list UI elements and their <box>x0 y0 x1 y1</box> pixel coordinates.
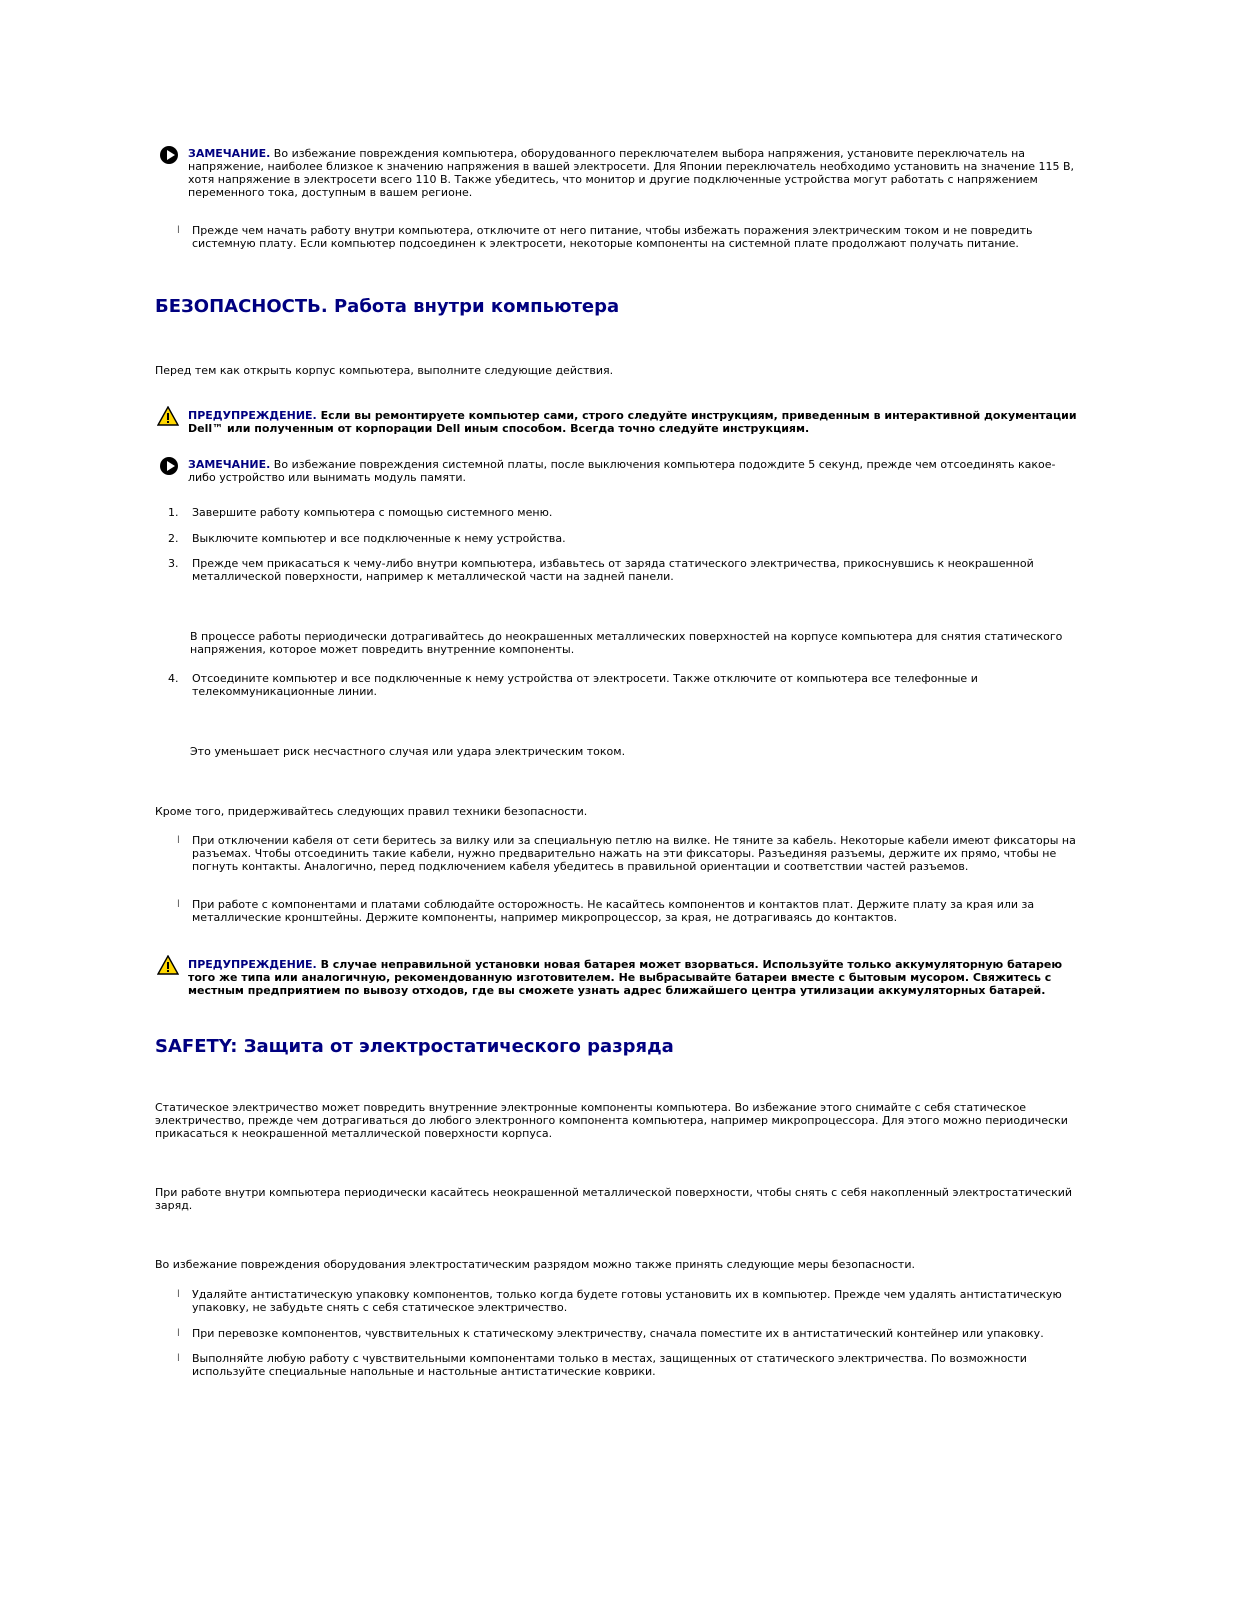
paragraph: При работе внутри компьютера периодически касайтесь неокрашенной металлической поверхности, чтобы снять с себя накопленный электростатический заряд. <box>155 1186 1073 1212</box>
warning-text: Если вы ремонтируете компьютер сами, строго следуйте инструкциям, приведенным в интерактивной документации Dell™ или полученным от корпорации Dell иным способом. Всегда точно следуйте инструкциям. <box>188 409 1077 435</box>
step-number: 1. <box>168 506 179 519</box>
warning-triangle-icon <box>157 406 179 426</box>
step-text: Прежде чем прикасаться к чему-либо внутри компьютера, избавьтесь от заряда статического электричества, прикоснувшись к неокрашенной металлической поверхности, например к металлической части на задней панели. <box>192 557 1034 583</box>
step-number: 2. <box>168 532 179 545</box>
step-text: Выключите компьютер и все подключенные к нему устройства. <box>192 532 566 545</box>
top-note <box>188 147 1078 199</box>
step-number: 3. <box>168 557 179 570</box>
list-item: Удаляйте антистатическую упаковку компонентов, только когда будете готовы установить их в компьютер. Прежде чем удалять антистатическую упаковку, не забудьте снять с себя статическое электричество. <box>192 1288 1062 1314</box>
bullet-marker: l <box>177 1353 180 1364</box>
list-item: При перевозке компонентов, чувствительных к статическому электричеству, сначала поместите их в антистатический контейнер или упаковку. <box>192 1327 1044 1340</box>
warning-triangle-icon <box>157 955 179 975</box>
battery-warning-block <box>188 958 1078 997</box>
list-item: При работе с компонентами и платами соблюдайте осторожность. Не касайтесь компонентов и контактов плат. Держите плату за края или за металлические кронштейны. Держите компоненты, например микропроцессор, за края, не дотрагиваясь до контактов. <box>192 898 1035 924</box>
step-detail: Это уменьшает риск несчастного случая или удара электрическим током. <box>190 745 626 758</box>
step-number: 4. <box>168 672 179 685</box>
note-text: Во избежание повреждения системной платы, после выключения компьютера подождите 5 секунд, прежде чем отсоединять какое-либо устройство или вынимать модуль памяти. <box>188 458 1056 484</box>
section-intro: Перед тем как открыть корпус компьютера, выполните следующие действия. <box>155 364 614 377</box>
list-item: При отключении кабеля от сети беритесь за вилку или за специальную петлю на вилке. Не тяните за кабель. Некоторые кабели имеют фиксаторы на разъемах. Чтобы отсоединить такие кабели, нужно предварительно нажать на эти фиксаторы. Разъединяя разъемы, держите их прямо, чтобы не погнуть контакты. Аналогично, перед подключением кабеля убедитесь в правильной ориентации и соответствии частей разъемов. <box>192 834 1076 873</box>
section-heading-safety: БЕЗОПАСНОСТЬ. Работа внутри компьютера <box>155 296 620 317</box>
note-label: ЗАМЕЧАНИЕ. <box>188 147 271 160</box>
step-detail: В процессе работы периодически дотрагивайтесь до неокрашенных металлических поверхностей на корпусе компьютера для снятия статического напряжения, которое может повредить внутренние компоненты. <box>190 630 1063 656</box>
step-text: Завершите работу компьютера с помощью системного меню. <box>192 506 553 519</box>
bullet-marker: l <box>177 1328 180 1339</box>
list-item: Прежде чем начать работу внутри компьютера, отключите от него питание, чтобы избежать поражения электрическим током и не повредить системную плату. Если компьютер подсоединен к электросети, некоторые компоненты на системной плате продолжают получать питание. <box>192 224 1033 250</box>
bullet-marker: l <box>177 1289 180 1300</box>
step-text: Отсоедините компьютер и все подключенные к нему устройства от электросети. Также отключите от компьютера все телефонные и телекоммуникационные линии. <box>192 672 978 698</box>
note-text: Во избежание повреждения компьютера, оборудованного переключателем выбора напряжения, установите переключатель на напряжение, наиболее близкое к значению напряжения в вашей электросети. Для Японии переключатель необходимо установить на значение 115 В, хотя напряжение в электросети всего 110 В. Также убедитесь, что монитор и другие подключенные устройства могут работать с напряжением переменного тока, доступным в вашем регионе. <box>188 147 1075 199</box>
note-icon <box>160 457 178 475</box>
bullet-marker: l <box>177 835 180 846</box>
section-heading-esd: SAFETY: Защита от электростатического разряда <box>155 1036 674 1057</box>
note-block <box>188 458 1078 484</box>
note-icon <box>160 146 178 164</box>
list-item: Выполняйте любую работу с чувствительными компонентами только в местах, защищенных от статического электричества. По возможности используйте специальные напольные и настольные антистатические коврики. <box>192 1352 1027 1378</box>
rules-intro: Кроме того, придерживайтесь следующих правил техники безопасности. <box>155 805 588 818</box>
warning-label: ПРЕДУПРЕЖДЕНИЕ. <box>188 958 317 971</box>
bullet-marker: l <box>177 225 180 236</box>
warning-text: В случае неправильной установки новая батарея может взорваться. Используйте только аккумуляторную батарею того же типа или аналогичную, рекомендованную изготовителем. Не выбрасывайте батареи вместе с бытовым мусором. Свяжитесь с местным предприятием по вывозу отходов, где вы сможете узнать адрес ближайшего центра утилизации аккумуляторных батарей. <box>188 958 1063 997</box>
warning-block <box>188 409 1078 435</box>
bullet-marker: l <box>177 899 180 910</box>
note-label: ЗАМЕЧАНИЕ. <box>188 458 271 471</box>
warning-label: ПРЕДУПРЕЖДЕНИЕ. <box>188 409 317 422</box>
paragraph: Статическое электричество может повредить внутренние электронные компоненты компьютера. Во избежание этого снимайте с себя статическое электричество, прежде чем дотрагиваться до любого электронного компонента компьютера, например микропроцессора. Для этого можно периодически прикасаться к неокрашенной металлической поверхности корпуса. <box>155 1101 1068 1140</box>
paragraph: Во избежание повреждения оборудования электростатическим разрядом можно также принять следующие меры безопасности. <box>155 1258 915 1271</box>
